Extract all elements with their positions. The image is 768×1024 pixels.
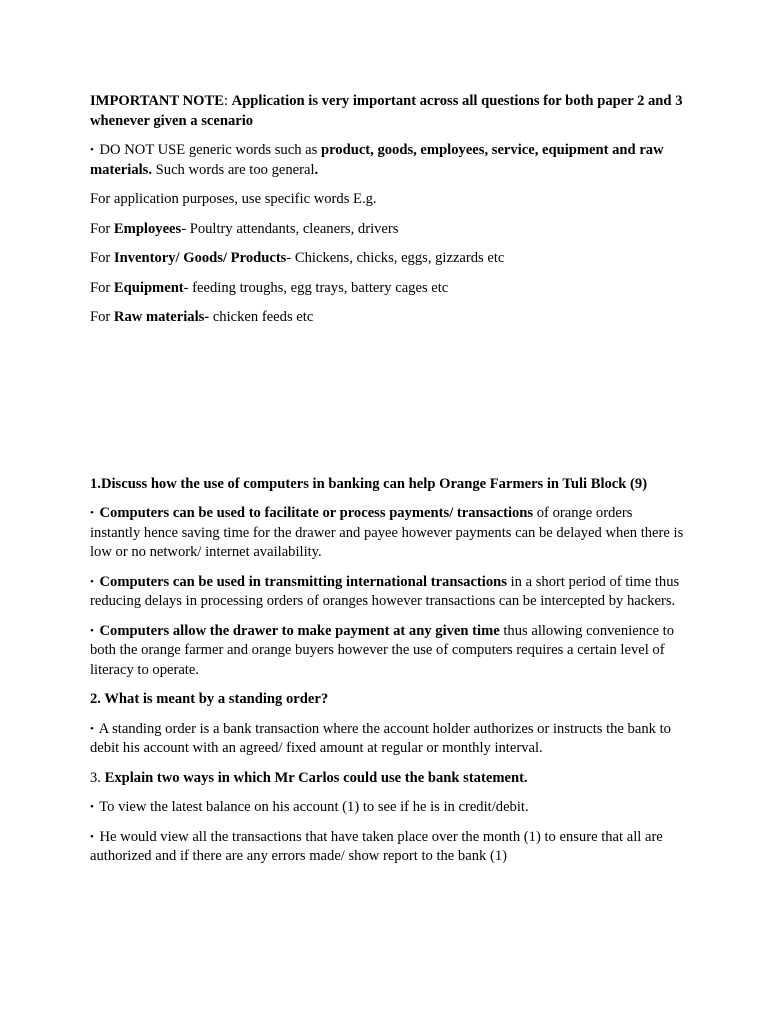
warning-period: . [314,161,319,178]
q1-answer-1 [90,504,685,563]
example-for: For [90,309,114,325]
warning-suffix: Such words are too general [152,161,315,178]
important-note [90,92,685,131]
q3-answer-1 [90,798,685,818]
question-3-text: Explain two ways in which Mr Carlos could use the bank statement. [104,769,528,786]
bullet-icon: • [90,575,94,588]
generic-words: product, goods, employees, service, equipment and raw materials. [90,142,664,178]
bullet-icon: • [90,830,94,843]
example-detail: - feeding troughs, egg trays, battery cages etc [183,279,449,296]
answer-text: of orange orders instantly hence saving time for the drawer and payee however payments can be delayed when there is low or no network/ internet availability. [90,505,684,560]
example-for: For [90,250,114,266]
example-employees [90,220,685,240]
q3-answer-2 [90,828,685,867]
example-raw-materials [90,308,685,328]
generic-words-warning [90,141,685,180]
example-detail: - Chickens, chicks, eggs, gizzards etc [286,250,505,266]
example-equipment [90,279,685,299]
bullet-icon: • [90,624,94,637]
answer-text: thus allowing convenience to both the orange farmer and orange buyers however the use of computers requires a certain level of literacy to operate. [90,622,674,678]
example-for: For [90,220,114,237]
note-label: IMPORTANT NOTE [90,93,224,109]
warning-prefix: DO NOT USE generic words such as [95,142,321,158]
bullet-icon: • [90,722,94,735]
answer-text: in a short period of time thus reducing delays in processing orders of oranges however transactions can be intercepted by hackers. [90,573,680,609]
question-2 [90,690,685,710]
q2-answer [90,720,685,759]
bullet-icon: • [90,507,94,519]
question-1-text: 1.Discuss how the use of computers in banking can help Orange Farmers in Tuli Block (9) [90,475,648,492]
question-1 [90,475,685,495]
document-page [90,92,685,877]
example-category: Equipment [113,279,184,296]
application-intro: For application purposes, use specific words E.g. [90,191,377,207]
blank-space [90,338,685,475]
answer-text: He would view all the transactions that have taken place over the month (1) to ensure that all are authorized and if there are any errors made/ show report to the bank (1) [90,828,663,864]
note-colon: : [223,93,232,109]
q1-answer-2 [90,573,685,612]
question-2-text: 2. What is meant by a standing order? [90,691,329,707]
note-text: Application is very important across all questions for both paper 2 and 3 whenever given a scenario [90,93,683,129]
question-3 [90,769,685,789]
bullet-icon: • [90,801,94,813]
q1-answer-3 [90,622,685,681]
answer-point: Computers can be used in transmitting international transactions [95,573,507,590]
example-for: For [90,279,114,296]
answer-point: Computers allow the drawer to make payment at any given time [95,622,500,639]
answer-point: Computers can be used to facilitate or process payments/ transactions [95,505,534,521]
example-detail: chicken feeds etc [209,309,314,325]
question-3-number: 3. [90,769,105,786]
example-category: Raw materials- [113,309,210,325]
answer-text: To view the latest balance on his account (1) to see if he is in credit/debit. [95,799,529,815]
example-inventory [90,249,685,269]
example-detail: - Poultry attendants, cleaners, drivers [181,220,399,237]
bullet-icon: • [90,144,94,156]
example-category: Employees [113,220,182,237]
answer-text: A standing order is a bank transaction where the account holder authorizes or instructs the bank to debit his account with an agreed/ fixed amount at regular or monthly interval. [90,720,671,756]
example-category: Inventory/ Goods/ Products [113,250,287,266]
